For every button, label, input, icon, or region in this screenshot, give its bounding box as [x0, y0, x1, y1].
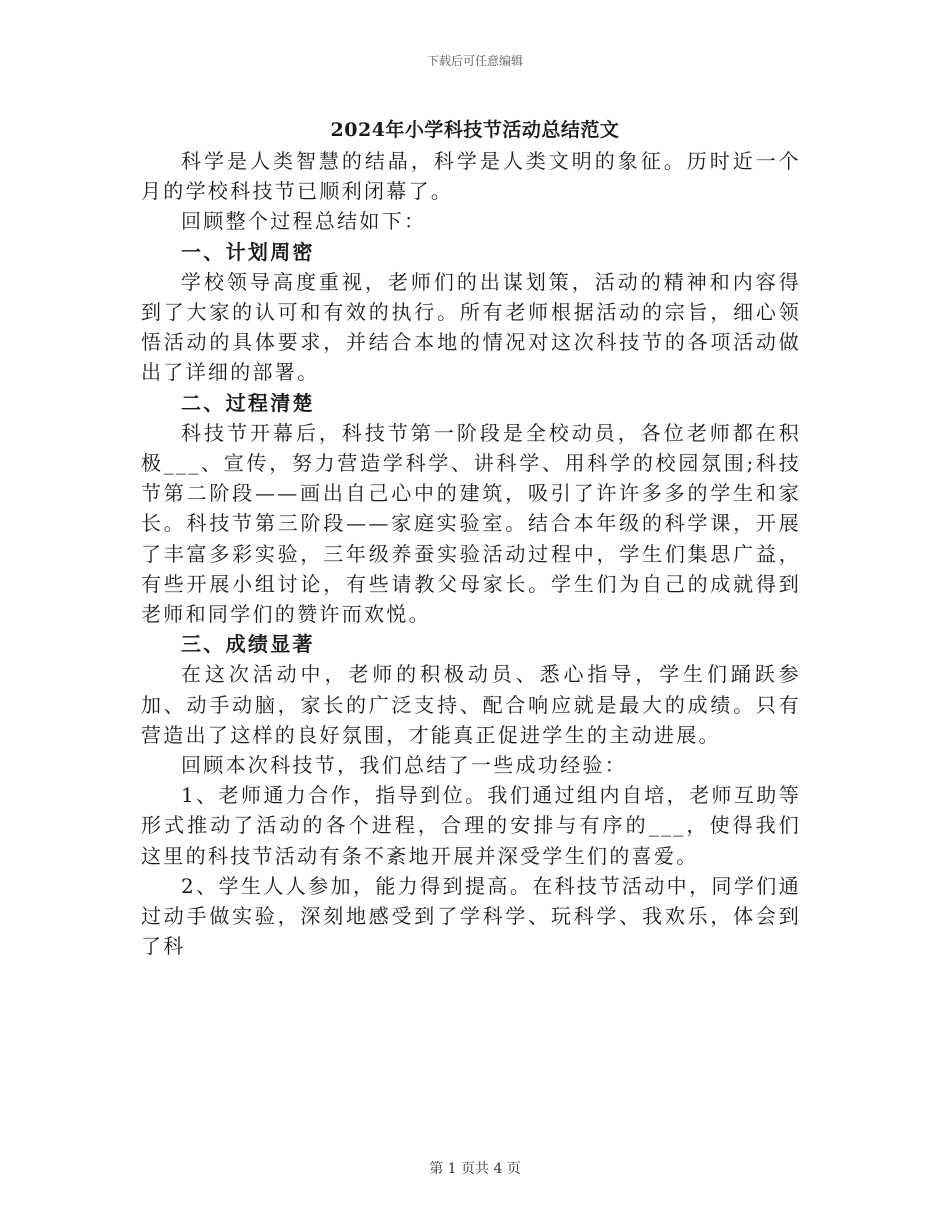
- paragraph: 学校领导高度重视，老师们的出谋划策，活动的精神和内容得到了大家的认可和有效的执行。所有老师根据活动的宗旨，细心领悟活动的具体要求，并结合本地的情况对这次科技节的各项活动做出了详细的部署。: [141, 269, 801, 385]
- document-title: 2024年小学科技节活动总结范文: [330, 119, 620, 141]
- paragraph: 1、老师通力合作，指导到位。我们通过组内自培，老师互助等形式推动了活动的各个进程，合理的安排与有序的___，使得我们这里的科技节活动有条不紊地开展并深受学生们的喜爱。: [141, 783, 801, 868]
- section-heading: 一、计划周密: [181, 239, 315, 264]
- section-heading: 二、过程清楚: [181, 390, 315, 415]
- paragraph: 科学是人类智慧的结晶，科学是人类文明的象征。历时近一个月的学校科技节已顺利闭幕了。: [141, 149, 801, 204]
- paragraph: 在这次活动中，老师的积极动员、悉心指导，学生们踊跃参加、动手动脑，家长的广泛支持、配合响应就是最大的成绩。只有营造出了这样的良好氛围，才能真正促进学生的主动进展。: [141, 662, 801, 747]
- paragraph: 回顾本次科技节，我们总结了一些成功经验：: [181, 753, 627, 778]
- section-heading: 三、成绩显著: [181, 632, 315, 657]
- paragraph: 2、学生人人参加，能力得到提高。在科技节活动中，同学们通过动手做实验，深刻地感受到了学科学、玩科学、我欢乐，体会到了科: [141, 873, 801, 959]
- paragraph: 科技节开幕后，科技节第一阶段是全校动员，各位老师都在积极___、宣传，努力营造学科学、讲科学、用科学的校园氛围;科技节第二阶段——画出自己心中的建筑，吸引了许许多多的学生和家长。科技节第三阶段——家庭实验室。结合本年级的科学课，开展了丰富多彩实验，三年级养蚕实验活动过程中，学生们集思广益，有些开展小组讨论，有些请教父母家长。学生们为自己的成就得到老师和同学们的赞许而欢悦。: [141, 420, 801, 627]
- page-header-note: 下载后可任意编辑: [426, 54, 523, 68]
- page-number-footer: 第 1 页共 4 页: [429, 1161, 521, 1177]
- document-body: [141, 146, 801, 961]
- paragraph: 回顾整个过程总结如下：: [181, 209, 427, 234]
